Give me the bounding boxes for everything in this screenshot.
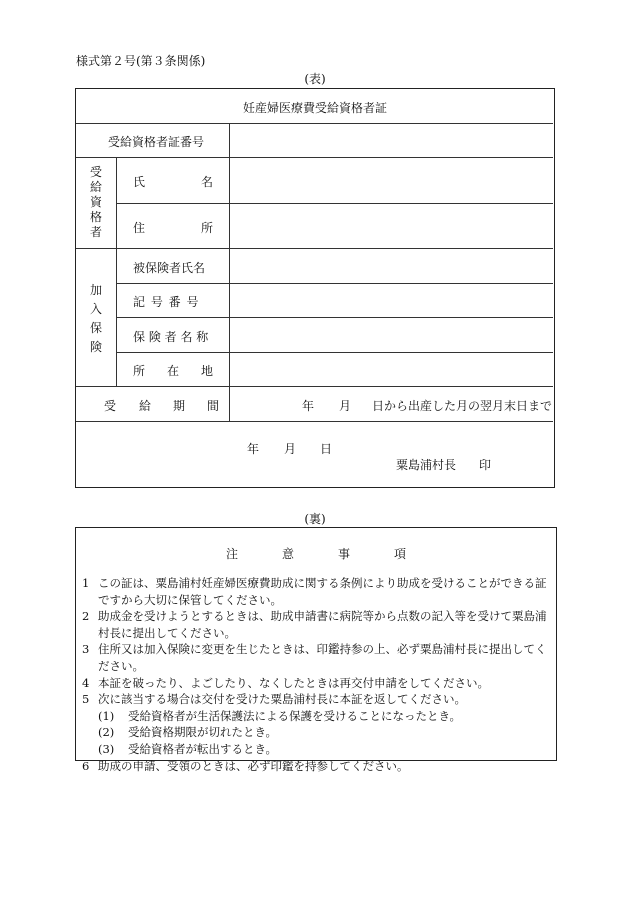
notice-item: 1 この証は、粟島浦村妊産婦医療費助成に関する条例により助成を受けることができる証ですから大切に保管してください。 (82, 576, 547, 607)
insured-name-label: 被保険者氏名 (133, 261, 206, 275)
period-label-1: 受 (104, 399, 117, 413)
address-label-second: 所 (201, 221, 214, 235)
certificate-title: 妊産婦医療費受給資格者証 (242, 101, 387, 115)
recipient-group-label: 受 給 資 格 者 (89, 165, 102, 239)
back-side-label: (裏) (304, 512, 326, 526)
certificate-back-notice (75, 527, 557, 773)
notice-item: 5 次に該当する場合は交付を受けた粟島浦村長に本証を返してください。 (82, 692, 466, 707)
notice-item: 2 助成金を受けようとするときは、助成申請書に病院等から点数の記入等を受けて粟島浦村長に提出してください。 (82, 609, 547, 640)
seal-mark: 印 (479, 458, 492, 472)
name-label-second: 名 (201, 175, 214, 189)
notice-list (82, 575, 550, 774)
issuer-name: 粟島浦村長 (396, 458, 457, 472)
period-label-3: 期 (173, 399, 186, 413)
symbol-number-label: 記 号 番 号 (133, 295, 200, 309)
notice-item: 4 本証を破ったり、よごしたり、なくしたときは再交付申請をしてください。 (82, 675, 489, 690)
location-label-2: 在 (167, 364, 180, 378)
period-label-4: 間 (207, 399, 220, 413)
address-label-first: 住 (133, 221, 146, 235)
notice-item: 3 住所又は加入保険に変更を生じたときは、印鑑持参の上、必ず粟島浦村長に提出してください。 (82, 642, 547, 673)
form-number-label: 様式第２号(第３条関係) (76, 54, 206, 68)
notice-item: 6 助成の申請、受領のときは、必ず印鑑を持参してください。 (82, 758, 409, 773)
notice-subitem: (3) 受給資格者が転出するとき。 (98, 741, 278, 756)
insurance-group-label: 加 入 保 険 (89, 283, 102, 354)
notice-subitem: (2) 受給資格期限が切れたとき。 (98, 725, 278, 740)
location-label-3: 地 (201, 364, 214, 378)
period-end-text: 日から出産した月の翌月末日まで (372, 399, 553, 413)
front-side-label: (表) (304, 72, 326, 86)
certificate-number-label: 受給資格者証番号 (108, 135, 205, 149)
location-label-1: 所 (133, 364, 146, 378)
period-month: 月 (339, 399, 352, 413)
issue-month: 月 (284, 442, 297, 456)
certificate-front-table (75, 88, 555, 488)
issue-day: 日 (320, 442, 333, 456)
notice-subitem: (1) 受給資格者が生活保護法による保護を受けることになったとき。 (98, 708, 462, 723)
name-label-first: 氏 (133, 175, 146, 189)
period-year: 年 (302, 399, 315, 413)
insurer-name-label: 保 険 者 名 称 (133, 330, 209, 344)
notice-heading: 注 意 事 項 (225, 547, 407, 561)
issue-year: 年 (247, 442, 260, 456)
period-label-2: 給 (139, 399, 152, 413)
